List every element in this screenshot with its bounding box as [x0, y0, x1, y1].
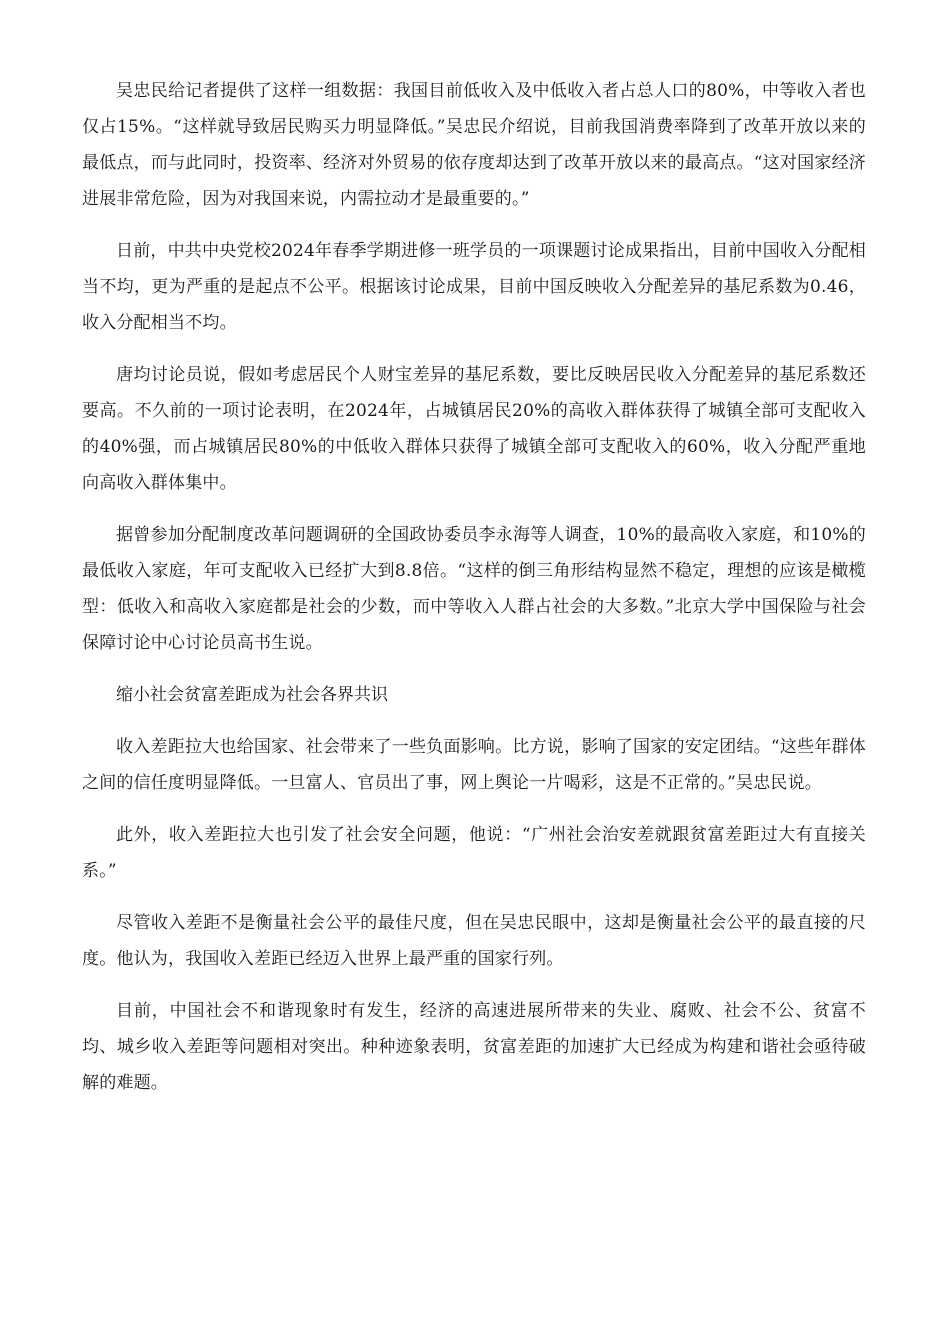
paragraph-negative-impact: 收入差距拉大也给国家、社会带来了一些负面影响。比方说，影响了国家的安定团结。“这些年群体之间的信任度明显降低。一旦富人、官员出了事，网上舆论一片喝彩，这是不正常的。”吴忠民说。 — [82, 737, 866, 793]
paragraph-fairness-measure: 尽管收入差距不是衡量社会公平的最佳尺度，但在吴忠民眼中，这却是衡量社会公平的最直接的尺度。他认为，我国收入差距已经迈入世界上最严重的国家行列。 — [82, 913, 866, 969]
paragraph-gini-wealth: 唐均讨论员说，假如考虑居民个人财宝差异的基尼系数，要比反映居民收入分配差异的基尼系数还要高。不久前的一项讨论表明，在2024年，占城镇居民20%的高收入群体获得了城镇全部可支配收入的40%强，而占城镇居民80%的中低收入群体只获得了城镇全部可支配收入的60%，收入分配严重地向高收入群体集中。 — [82, 365, 866, 493]
paragraph-social-security: 此外，收入差距拉大也引发了社会安全问题，他说：“广州社会治安差就跟贫富差距过大有直接关系。” — [82, 825, 866, 881]
paragraph-harmony-challenge: 目前，中国社会不和谐现象时有发生，经济的高速进展所带来的失业、腐败、社会不公、贫富不均、城乡收入差距等问题相对突出。种种迹象表明，贫富差距的加速扩大已经成为构建和谐社会亟待破解的难题。 — [82, 1001, 866, 1093]
section-heading: 缩小社会贫富差距成为社会各界共识 — [116, 685, 388, 705]
paragraph-income-gap-survey: 据曾参加分配制度改革问题调研的全国政协委员李永海等人调查，10%的最高收入家庭，和10%的最低收入家庭，年可支配收入已经扩大到8.8倍。“这样的倒三角形结构显然不稳定，理想的应该是橄榄型：低收入和高收入家庭都是社会的少数，而中等收入人群占社会的大多数。”北京大学中国保险与社会保障讨论中心讨论员高书生说。 — [82, 525, 866, 653]
paragraph-party-school-research: 日前，中共中央党校2024年春季学期进修一班学员的一项课题讨论成果指出，目前中国收入分配相当不均，更为严重的是起点不公平。根据该讨论成果，目前中国反映收入分配差异的基尼系数为0.46，收入分配相当不均。 — [82, 241, 866, 333]
article-body — [82, 73, 866, 1117]
paragraph-consumption-data: 吴忠民给记者提供了这样一组数据：我国目前低收入及中低收入者占总人口的80%，中等收入者也仅占15%。“这样就导致居民购买力明显降低。”吴忠民介绍说，目前我国消费率降到了改革开放以来的最低点，而与此同时，投资率、经济对外贸易的依存度却达到了改革开放以来的最高点。“这对国家经济进展非常危险，因为对我国来说，内需拉动才是最重要的。” — [82, 81, 866, 209]
